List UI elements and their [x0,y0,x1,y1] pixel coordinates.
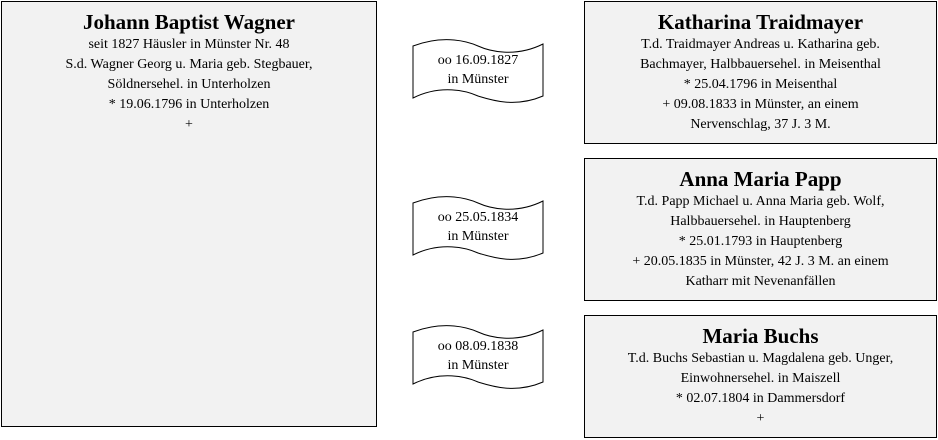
person-info-line: * 25.01.1793 in Hauptenberg [678,234,843,249]
marriage-banner-3 [411,324,545,390]
person-name: Johann Baptist Wagner [83,10,295,34]
person-name: Katharina Traidmayer [657,10,864,34]
person-info-line: seit 1827 Häusler in Münster Nr. 48 [88,37,290,52]
person-info-line: + 09.08.1833 in Münster, an einem [662,97,859,112]
person-info-line: Katharr mit Nevenanfällen [685,274,836,289]
spouse-card-3 [584,315,937,438]
person-info-line: Einwohnersehel. in Maiszell [680,371,841,386]
person-info-line: * 19.06.1796 in Unterholzen [108,97,270,112]
person-info-line: Halbbauersehel. in Hauptenberg [670,214,851,229]
marriage-banner-2 [411,195,545,261]
person-info-line: + [185,117,193,132]
person-name: Maria Buchs [702,324,819,348]
person-info-line: T.d. Traidmayer Andreas u. Katharina geb. [641,37,880,52]
person-info-line: * 25.04.1796 in Meisenthal [683,77,838,92]
marriage-place: in Münster [447,358,509,373]
marriage-date: oo 08.09.1838 [437,339,519,354]
person-info-line: T.d. Papp Michael u. Anna Maria geb. Wolf, [636,194,885,209]
person-info-line: Söldnersehel. in Unterholzen [107,77,271,92]
marriage-place: in Münster [447,229,509,244]
spouse-card-2 [584,158,937,301]
marriage-place: in Münster [447,72,509,87]
person-info-line: + 20.05.1835 in Münster, 42 J. 3 M. an einem [632,254,889,269]
person-info-line: Nervenschlag, 37 J. 3 M. [690,117,831,132]
marriage-date: oo 25.05.1834 [437,210,519,225]
person-info-line: + [756,411,765,426]
marriage-date: oo 16.09.1827 [437,53,519,68]
person-info-line: Bachmayer, Halbbauersehel. in Meisenthal [640,57,881,72]
person-card-main [1,1,377,427]
person-info-line: * 02.07.1804 in Dammersdorf [675,391,846,406]
person-info-line: S.d. Wagner Georg u. Maria geb. Stegbauer, [65,57,313,72]
person-info-line: T.d. Buchs Sebastian u. Magdalena geb. Unger, [627,351,894,366]
person-name: Anna Maria Papp [679,167,842,191]
marriage-banner-1 [411,38,545,104]
spouse-card-1 [584,1,937,144]
